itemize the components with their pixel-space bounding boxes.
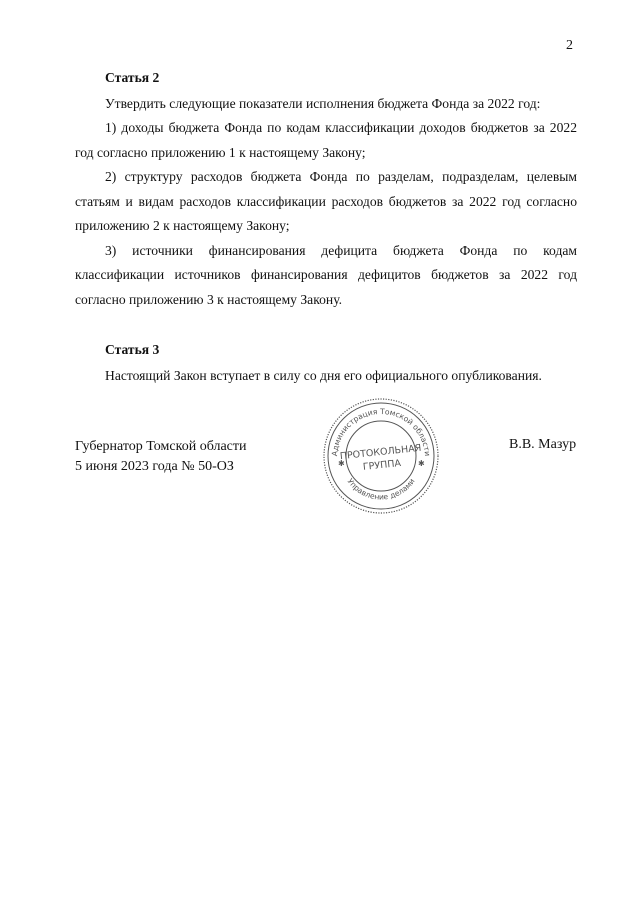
stamp-outer-bottom-text: Управление делами [345, 476, 417, 502]
article-2-item-3: 3) источники финансирования дефицита бюджета Фонда по кодам классификации источников финансирования дефицитов бюджетов за 2022 год согласно приложению 3 к настоящему Закону. [75, 242, 577, 307]
star-right-icon: ✱ [418, 459, 425, 468]
article-2-item-2: 2) структуру расходов бюджета Фонда по разделам, подразделам, целевым статьям и видам расходов классификации расходов бюджетов за 2022 год согласно приложению 2 к настоящему Закону; [75, 169, 577, 233]
stamp-center-line-1: ПРОТОКОЛЬНАЯ [339, 442, 422, 463]
page-number: 2 [566, 38, 573, 53]
article-2-intro: Утвердить следующие показатели исполнения бюджета Фонда за 2022 год: [105, 96, 541, 111]
stamp-center-line-2: ГРУППА [362, 457, 402, 473]
article-2-item-1: 1) доходы бюджета Фонда по кодам классификации доходов бюджетов за 2022 год согласно приложению 1 к настоящему Закону; [75, 120, 577, 160]
law-date-number: 5 июня 2023 года № 50-ОЗ [75, 459, 234, 474]
document-body [75, 66, 577, 388]
star-left-icon: ✱ [338, 459, 345, 468]
signer-position: Губернатор Томской области [75, 439, 247, 454]
official-stamp [321, 396, 441, 516]
signer-name: В.В. Мазур [509, 437, 577, 452]
stamp-outer-top-text: Администрация Томской области [329, 406, 433, 457]
signature-block [75, 437, 247, 477]
article-3-text: Настоящий Закон вступает в силу со дня его официального опубликования. [105, 368, 542, 383]
article-2-title: Статья 2 [105, 70, 160, 85]
article-3-title: Статья 3 [105, 342, 160, 357]
section-gap [75, 312, 577, 338]
